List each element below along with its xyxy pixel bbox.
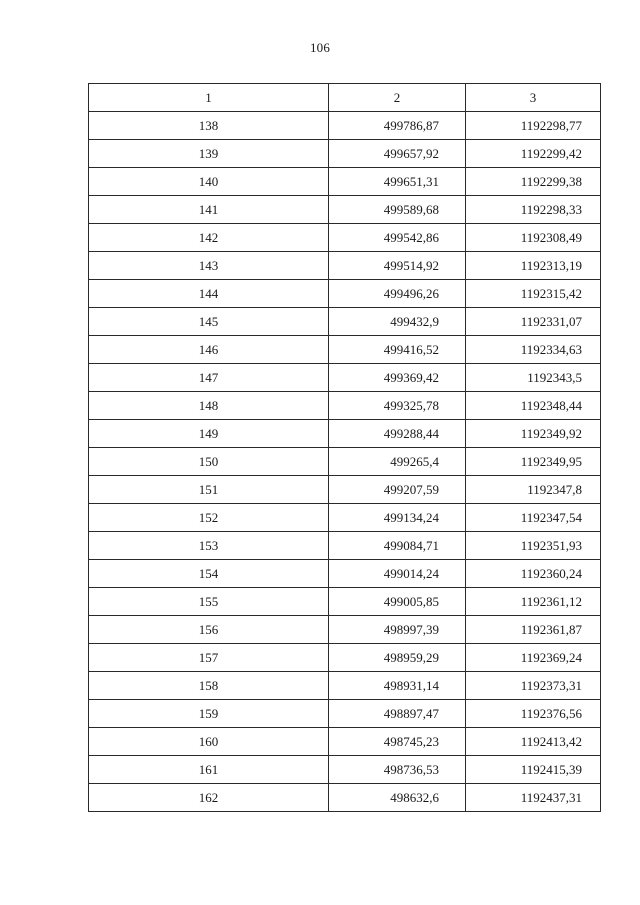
table-row bbox=[89, 308, 601, 336]
x-coordinate-cell: 498736,53 bbox=[329, 756, 466, 784]
x-coordinate-cell: 499651,31 bbox=[329, 168, 466, 196]
point-number-cell: 159 bbox=[89, 700, 329, 728]
table-row bbox=[89, 364, 601, 392]
x-coordinate-cell: 498745,23 bbox=[329, 728, 466, 756]
y-coordinate-cell: 1192315,42 bbox=[466, 280, 601, 308]
y-coordinate-cell: 1192351,93 bbox=[466, 532, 601, 560]
table-row bbox=[89, 504, 601, 532]
table-row bbox=[89, 784, 601, 812]
table-row bbox=[89, 672, 601, 700]
x-coordinate-cell: 499369,42 bbox=[329, 364, 466, 392]
x-coordinate-cell: 499416,52 bbox=[329, 336, 466, 364]
table-row bbox=[89, 588, 601, 616]
y-coordinate-cell: 1192369,24 bbox=[466, 644, 601, 672]
y-coordinate-cell: 1192298,77 bbox=[466, 112, 601, 140]
point-number-cell: 149 bbox=[89, 420, 329, 448]
point-number-cell: 154 bbox=[89, 560, 329, 588]
y-coordinate-cell: 1192348,44 bbox=[466, 392, 601, 420]
table-row bbox=[89, 476, 601, 504]
x-coordinate-cell: 499657,92 bbox=[329, 140, 466, 168]
y-coordinate-cell: 1192349,95 bbox=[466, 448, 601, 476]
x-coordinate-cell: 499265,4 bbox=[329, 448, 466, 476]
table-body bbox=[89, 112, 601, 812]
table-row bbox=[89, 252, 601, 280]
coordinates-table bbox=[88, 83, 601, 812]
point-number-cell: 145 bbox=[89, 308, 329, 336]
table-row bbox=[89, 756, 601, 784]
y-coordinate-cell: 1192347,8 bbox=[466, 476, 601, 504]
x-coordinate-cell: 499514,92 bbox=[329, 252, 466, 280]
table-row bbox=[89, 420, 601, 448]
table-row bbox=[89, 112, 601, 140]
x-coordinate-cell: 499589,68 bbox=[329, 196, 466, 224]
y-coordinate-cell: 1192413,42 bbox=[466, 728, 601, 756]
table-row bbox=[89, 280, 601, 308]
point-number-cell: 147 bbox=[89, 364, 329, 392]
header-row bbox=[89, 84, 601, 112]
point-number-cell: 161 bbox=[89, 756, 329, 784]
y-coordinate-cell: 1192331,07 bbox=[466, 308, 601, 336]
table-header bbox=[89, 84, 601, 112]
table-row bbox=[89, 644, 601, 672]
x-coordinate-cell: 499432,9 bbox=[329, 308, 466, 336]
point-number-cell: 146 bbox=[89, 336, 329, 364]
x-coordinate-cell: 499496,26 bbox=[329, 280, 466, 308]
point-number-cell: 138 bbox=[89, 112, 329, 140]
x-coordinate-cell: 499786,87 bbox=[329, 112, 466, 140]
table-row bbox=[89, 196, 601, 224]
point-number-cell: 139 bbox=[89, 140, 329, 168]
table-row bbox=[89, 560, 601, 588]
x-coordinate-cell: 498931,14 bbox=[329, 672, 466, 700]
y-coordinate-cell: 1192347,54 bbox=[466, 504, 601, 532]
point-number-cell: 153 bbox=[89, 532, 329, 560]
y-coordinate-cell: 1192299,42 bbox=[466, 140, 601, 168]
x-coordinate-cell: 499014,24 bbox=[329, 560, 466, 588]
x-coordinate-cell: 499542,86 bbox=[329, 224, 466, 252]
table-row bbox=[89, 336, 601, 364]
x-coordinate-cell: 499084,71 bbox=[329, 532, 466, 560]
point-number-cell: 157 bbox=[89, 644, 329, 672]
x-coordinate-cell: 499134,24 bbox=[329, 504, 466, 532]
x-coordinate-cell: 498897,47 bbox=[329, 700, 466, 728]
y-coordinate-cell: 1192313,19 bbox=[466, 252, 601, 280]
y-coordinate-cell: 1192299,38 bbox=[466, 168, 601, 196]
point-number-cell: 156 bbox=[89, 616, 329, 644]
column-header-x-coordinate: 2 bbox=[329, 84, 466, 112]
point-number-cell: 148 bbox=[89, 392, 329, 420]
x-coordinate-cell: 498632,6 bbox=[329, 784, 466, 812]
table-row bbox=[89, 392, 601, 420]
point-number-cell: 158 bbox=[89, 672, 329, 700]
table-row bbox=[89, 168, 601, 196]
y-coordinate-cell: 1192376,56 bbox=[466, 700, 601, 728]
y-coordinate-cell: 1192349,92 bbox=[466, 420, 601, 448]
point-number-cell: 142 bbox=[89, 224, 329, 252]
point-number-cell: 143 bbox=[89, 252, 329, 280]
y-coordinate-cell: 1192437,31 bbox=[466, 784, 601, 812]
point-number-cell: 151 bbox=[89, 476, 329, 504]
table-row bbox=[89, 140, 601, 168]
table-row bbox=[89, 448, 601, 476]
point-number-cell: 162 bbox=[89, 784, 329, 812]
point-number-cell: 160 bbox=[89, 728, 329, 756]
column-header-point-number: 1 bbox=[89, 84, 329, 112]
y-coordinate-cell: 1192308,49 bbox=[466, 224, 601, 252]
point-number-cell: 141 bbox=[89, 196, 329, 224]
point-number-cell: 140 bbox=[89, 168, 329, 196]
y-coordinate-cell: 1192334,63 bbox=[466, 336, 601, 364]
x-coordinate-cell: 498959,29 bbox=[329, 644, 466, 672]
y-coordinate-cell: 1192343,5 bbox=[466, 364, 601, 392]
x-coordinate-cell: 499288,44 bbox=[329, 420, 466, 448]
point-number-cell: 144 bbox=[89, 280, 329, 308]
table-row bbox=[89, 616, 601, 644]
page-number: 106 bbox=[309, 40, 331, 55]
x-coordinate-cell: 499207,59 bbox=[329, 476, 466, 504]
table-row bbox=[89, 532, 601, 560]
y-coordinate-cell: 1192298,33 bbox=[466, 196, 601, 224]
point-number-cell: 155 bbox=[89, 588, 329, 616]
y-coordinate-cell: 1192373,31 bbox=[466, 672, 601, 700]
column-header-y-coordinate: 3 bbox=[466, 84, 601, 112]
y-coordinate-cell: 1192361,87 bbox=[466, 616, 601, 644]
x-coordinate-cell: 499325,78 bbox=[329, 392, 466, 420]
point-number-cell: 150 bbox=[89, 448, 329, 476]
x-coordinate-cell: 499005,85 bbox=[329, 588, 466, 616]
y-coordinate-cell: 1192360,24 bbox=[466, 560, 601, 588]
table-row bbox=[89, 700, 601, 728]
x-coordinate-cell: 498997,39 bbox=[329, 616, 466, 644]
y-coordinate-cell: 1192415,39 bbox=[466, 756, 601, 784]
table-row bbox=[89, 728, 601, 756]
y-coordinate-cell: 1192361,12 bbox=[466, 588, 601, 616]
table-row bbox=[89, 224, 601, 252]
point-number-cell: 152 bbox=[89, 504, 329, 532]
